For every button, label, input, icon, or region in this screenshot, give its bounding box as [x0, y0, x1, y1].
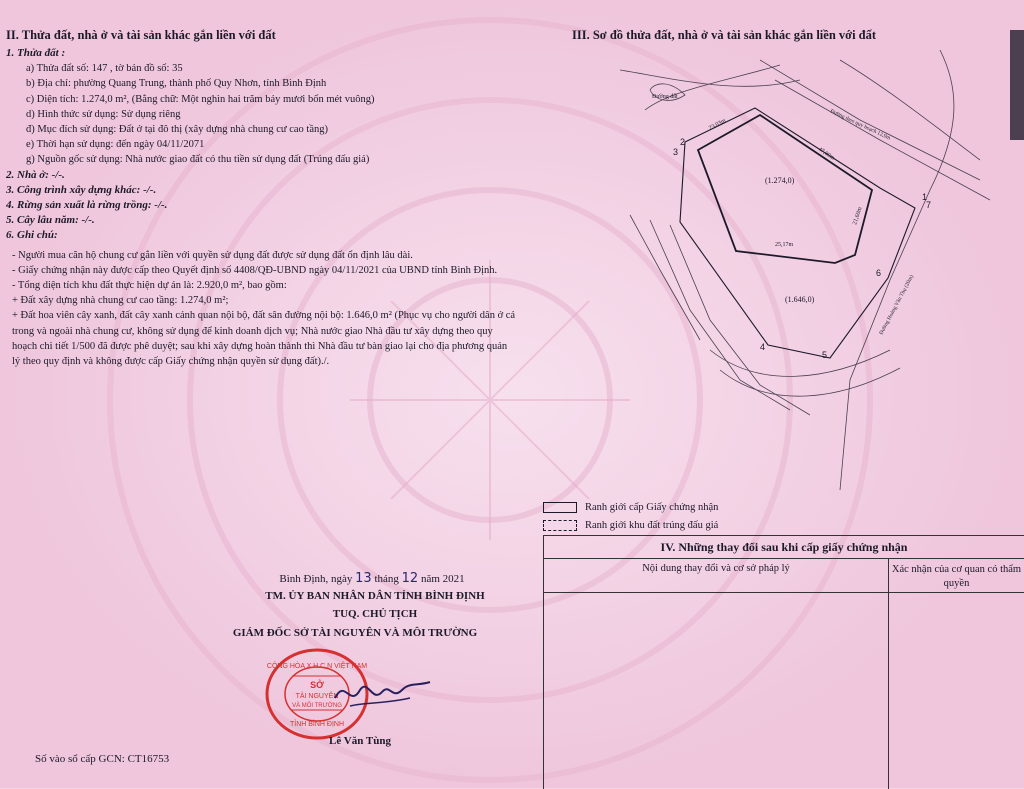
- signature-org: TM. ỦY BAN NHÂN DÂN TỈNH BÌNH ĐỊNH: [265, 590, 485, 602]
- land-item: c) Diện tích: 1.274,0 m², (Bằng chữ: Một nghìn hai trăm bảy mươi bốn mét vuông): [26, 93, 375, 105]
- perennial-line: 5. Cây lâu năm: -/-.: [6, 214, 95, 227]
- point-label: 3: [673, 147, 679, 157]
- date-month-word: tháng: [374, 573, 399, 585]
- forest-line: 4. Rừng sản xuất là rừng trồng: -/-.: [6, 199, 168, 212]
- note-item: - Tổng diện tích khu đất thực hiện dự án là: 2.920,0 m², bao gồm:: [12, 280, 287, 292]
- dimension-label: 47,00m: [816, 146, 836, 162]
- dimension-label: 25,17m: [775, 242, 794, 248]
- svg-text:VÀ MÔI TRƯỜNG: VÀ MÔI TRƯỜNG: [292, 703, 342, 709]
- land-item: a) Thửa đất số: 147 , tờ bản đồ số: 35: [26, 63, 183, 75]
- legend-dashed-swatch: [543, 520, 577, 531]
- notes-label: 6. Ghi chú:: [6, 229, 58, 242]
- land-item: g) Nguồn gốc sử dụng: Nhà nước giao đất có thu tiền sử dụng đất (Trúng đấu giá): [26, 154, 370, 166]
- land-item: đ) Mục đích sử dụng: Đất ở tại đô thị (xây dựng nhà chung cư cao tầng): [26, 124, 328, 136]
- area-main: (1.274,0): [765, 176, 795, 185]
- dimension-label: 21,60m: [852, 206, 864, 226]
- land-item: b) Địa chỉ: phường Quang Trung, thành phố Quy Nhơn, tỉnh Bình Định: [26, 78, 327, 90]
- svg-text:TÀI NGUYÊN: TÀI NGUYÊN: [295, 693, 339, 700]
- handwritten-signature: [330, 668, 440, 718]
- road-label: Đường đất: [652, 94, 678, 100]
- legend-solid-swatch: [543, 502, 577, 513]
- changes-header: [544, 559, 1024, 593]
- changes-table: [543, 535, 1024, 789]
- land-item: d) Hình thức sử dụng: Sử dụng riêng: [26, 108, 181, 120]
- point-label: 7: [926, 200, 932, 210]
- point-label: 6: [876, 268, 882, 278]
- changes-divider: [888, 592, 889, 789]
- signer-name: Lê Văn Tùng: [329, 735, 391, 747]
- land-plot-diagram: [560, 50, 1010, 490]
- point-label: 4: [760, 342, 766, 352]
- svg-text:CỘNG HÒA X.H.C.N VIỆT NAM: CỘNG HÒA X.H.C.N VIỆT NAM: [266, 663, 368, 670]
- svg-text:TỈNH BÌNH ĐỊNH: TỈNH BÌNH ĐỊNH: [289, 721, 345, 728]
- section2-heading: II. Thửa đất, nhà ở và tài sản khác gắn liền với đất: [6, 28, 276, 42]
- auction-boundary: [680, 108, 915, 358]
- construction-line: 3. Công trình xây dựng khác: -/-.: [6, 183, 157, 196]
- svg-text:SỞ: SỞ: [310, 680, 324, 690]
- register-number: Số vào sổ cấp GCN: CT16753: [35, 753, 170, 765]
- house-line: 2. Nhà ở: -/-.: [6, 168, 65, 181]
- point-label: 2: [680, 137, 686, 147]
- note-item: - Giấy chứng nhận này được cấp theo Quyết định số 4408/QĐ-UBND ngày 04/11/2021 của UBND tỉnh Bình Định.: [12, 264, 498, 276]
- land-label: 1. Thửa đất :: [6, 47, 66, 59]
- road-label: Đường Hoàng Văn Thụ (20m): [878, 274, 916, 336]
- certificate-boundary: [698, 115, 872, 263]
- date-prefix: Bình Định, ngày: [279, 573, 353, 585]
- note-item: - Người mua căn hộ chung cư gắn liền với quyền sử dụng đất được sử dụng đất ổn định lâu dài.: [12, 249, 413, 261]
- changes-col-confirm: Xác nhận của cơ quan có thẩm quyền: [891, 564, 1022, 589]
- point-label: 5: [822, 350, 828, 360]
- point-label: 1: [922, 192, 928, 202]
- dimension-label: 23,03m: [708, 117, 727, 132]
- changes-col-content: Nội dung thay đổi và cơ sở pháp lý: [544, 559, 889, 592]
- signature-date: [262, 570, 482, 588]
- legend: [543, 498, 718, 534]
- land-item: e) Thời hạn sử dụng: đến ngày 04/11/2071: [26, 139, 205, 151]
- section3-heading: III. Sơ đồ thửa đất, nhà ở và tài sản khác gắn liền với đất: [572, 28, 877, 42]
- legend-cert-label: Ranh giới cấp Giấy chứng nhận: [585, 501, 719, 513]
- road-label: Đường theo quy hoạch 12,0m: [829, 108, 892, 142]
- date-year: năm 2021: [420, 573, 465, 585]
- date-month: 12: [401, 571, 419, 586]
- area-secondary: (1.646,0): [785, 295, 815, 304]
- section4-heading: IV. Những thay đổi sau khi cấp giấy chứng nhận: [544, 536, 1024, 559]
- note-item: + Đất hoa viên cây xanh, đất cây xanh cảnh quan nội bộ, đất sân đường nội bộ: 1.646,0 m² (Phục vụ cho người dân ở cả trong và ngoài nhà chung cư, không sử dụng để kinh doanh dịch vụ; Nhà nước giao Nhà đầu tư xây dựng theo quy hoạch chi tiết 1/500 đã được phê duyệt; sau khi xây dựng hoàn thành thì Nhà đầu tư bàn giao lại cho địa phương quản lý theo quy định và không được cấp Giấy chứng nhận quyền sử dụng đất)./.: [12, 310, 516, 368]
- signature-title: GIÁM ĐỐC SỞ TÀI NGUYÊN VÀ MÔI TRƯỜNG: [232, 627, 478, 639]
- note-item: + Đất xây dựng nhà chung cư cao tầng: 1.274,0 m²;: [12, 295, 229, 307]
- signature-tuq: TUQ. CHỦ TỊCH: [332, 608, 418, 620]
- legend-auction-label: Ranh giới khu đất trúng đấu giá: [585, 519, 719, 531]
- date-day: 13: [355, 571, 372, 586]
